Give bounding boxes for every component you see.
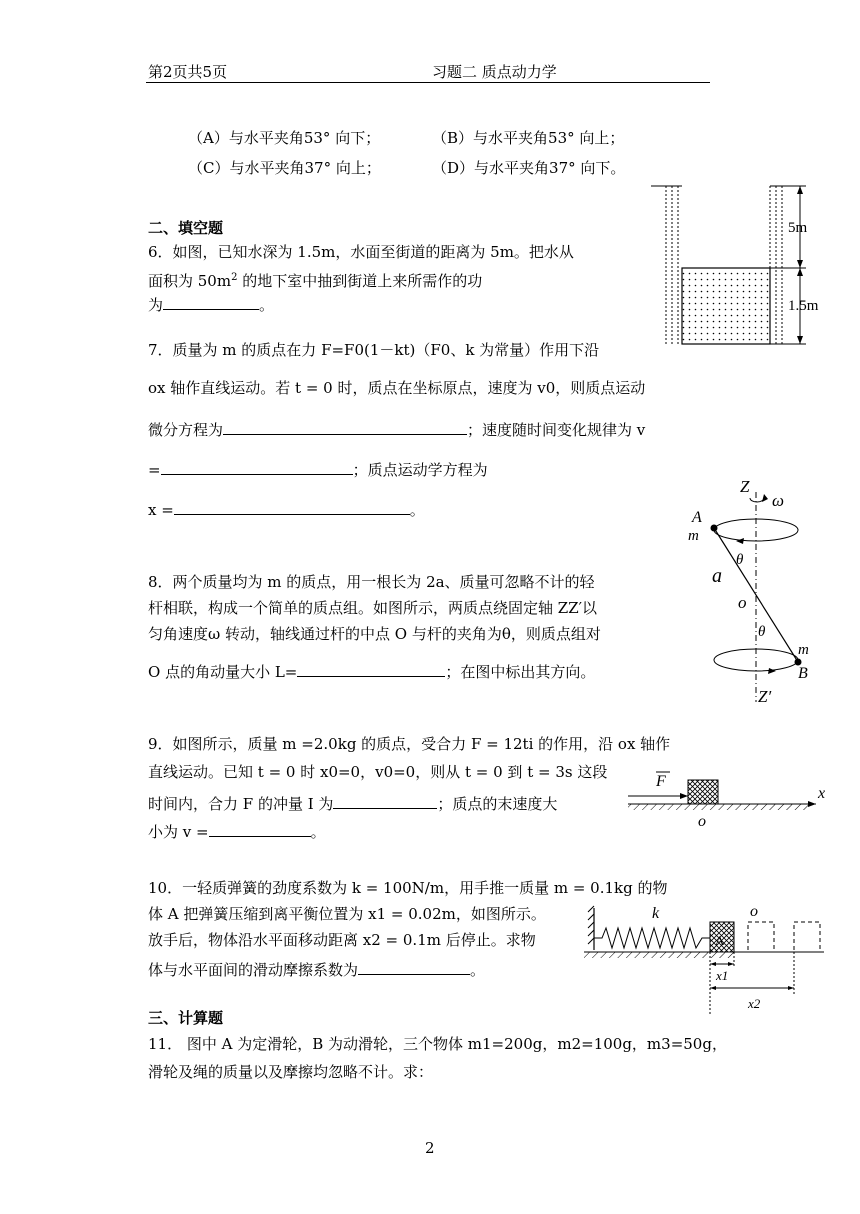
q10-line4: 体与水平面间的滑动摩擦系数为 。 xyxy=(148,958,485,980)
svg-text:F: F xyxy=(656,773,666,790)
svg-text:θ: θ xyxy=(736,552,744,568)
svg-text:o: o xyxy=(698,813,706,830)
spring-block-figure xyxy=(584,898,834,1018)
svg-text:o: o xyxy=(738,593,747,612)
option-c: （C）与水平夹角37° 向上； xyxy=(188,159,381,177)
svg-text:x1: x1 xyxy=(716,968,729,983)
q9-line4: 小为 v = 。 xyxy=(148,820,326,842)
q7-line1: 7．质量为 m 的质点在力 F=F0(1－kt)（F0、k 为常量）作用下沿 xyxy=(148,341,600,359)
section-fill-in: 二、填空题 xyxy=(148,219,224,237)
svg-text:x: x xyxy=(818,785,826,802)
q7-line4: = ；质点运动学方程为 xyxy=(148,458,488,480)
q10-line2: 体 A 把弹簧压缩到离平衡位置为 x1 = 0.02m，如图所示。 xyxy=(148,905,546,923)
q10-line3: 放手后，物体沿水平面移动距离 x2 = 0.1m 后停止。求物 xyxy=(148,931,536,949)
q6-line3: 为 。 xyxy=(148,293,274,315)
q7-line3: 微分方程为 ；速度随时间变化规律为 v xyxy=(148,418,645,440)
header-title: 习题二 质点动力学 xyxy=(432,63,557,81)
q9-line3: 时间内，合力 F 的冲量 I 为 ；质点的末速度大 xyxy=(148,792,557,814)
header-page-info: 第2页共5页 xyxy=(148,63,228,81)
svg-text:A: A xyxy=(715,933,725,948)
basement-water-figure xyxy=(646,182,836,352)
q8-line1: 8．两个质量均为 m 的质点，用一根长为 2a、质量可忽略不计的轻 xyxy=(148,573,595,591)
option-a: （A）与水平夹角53° 向下； xyxy=(188,129,381,147)
q10-line1: 10．一轻质弹簧的劲度系数为 k = 100N/m，用手推一质量 m = 0.1kg 的物 xyxy=(148,879,668,897)
q9-line2: 直线运动。已知 t = 0 时 x0=0，v0=0，则从 t = 0 到 t = 3s 这段 xyxy=(148,763,608,781)
section-calculation: 三、计算题 xyxy=(148,1009,224,1027)
q7-line2: ox 轴作直线运动。若 t = 0 时，质点在坐标原点，速度为 v0，则质点运动 xyxy=(148,379,646,397)
option-b: （B）与水平夹角53° 向上； xyxy=(432,129,625,147)
q11-line2: 滑轮及绳的质量以及摩擦均忽略不计。求： xyxy=(148,1063,434,1081)
svg-text:o: o xyxy=(750,903,758,920)
option-d: （D）与水平夹角37° 向下。 xyxy=(432,159,626,177)
q8-line4: O 点的角动量大小 L= ；在图中标出其方向。 xyxy=(148,660,595,682)
svg-text:θ: θ xyxy=(758,624,766,640)
rotating-rod-figure xyxy=(680,472,830,710)
q7-line5: x = 。 xyxy=(148,498,425,520)
q8-line3: 匀角速度ω 转动，轴线通过杆的中点 O 与杆的夹角为θ，则质点组对 xyxy=(148,625,601,643)
q11-line1: 11． 图中 A 为定滑轮，B 为动滑轮，三个物体 m1=200g，m2=100g，m3=50g， xyxy=(148,1035,727,1053)
svg-text:Z′: Z′ xyxy=(758,687,772,706)
svg-text:k: k xyxy=(652,905,660,922)
page-number: 2 xyxy=(425,1139,435,1157)
q8-line2: 杆相联，构成一个简单的质点组。如图所示，两质点绕固定轴 ZZ′以 xyxy=(148,599,598,617)
svg-text:ω: ω xyxy=(772,491,785,510)
svg-text:a: a xyxy=(712,565,722,587)
q6-line2: 面积为 $50m^2$ 的地下室中抽到街道上来所需作的功 xyxy=(148,272,483,290)
svg-text:B: B xyxy=(798,665,808,682)
q6-line1: 6．如图，已知水深为 1.5m，水面至街道的距离为 5m。把水从 xyxy=(148,243,574,261)
svg-text:Z: Z xyxy=(740,477,750,496)
svg-text:A: A xyxy=(692,509,702,526)
label-5m: 5m xyxy=(788,220,808,236)
svg-text:m: m xyxy=(798,642,809,658)
q9-line1: 9．如图所示，质量 m =2.0kg 的质点，受合力 F = 12ti 的作用，沿 ox 轴作 xyxy=(148,735,671,753)
svg-text:m: m xyxy=(688,528,699,544)
force-block-figure xyxy=(620,764,840,836)
svg-text:x2: x2 xyxy=(748,996,761,1011)
label-1-5m: 1.5m xyxy=(788,298,819,314)
header-rule xyxy=(146,82,710,83)
